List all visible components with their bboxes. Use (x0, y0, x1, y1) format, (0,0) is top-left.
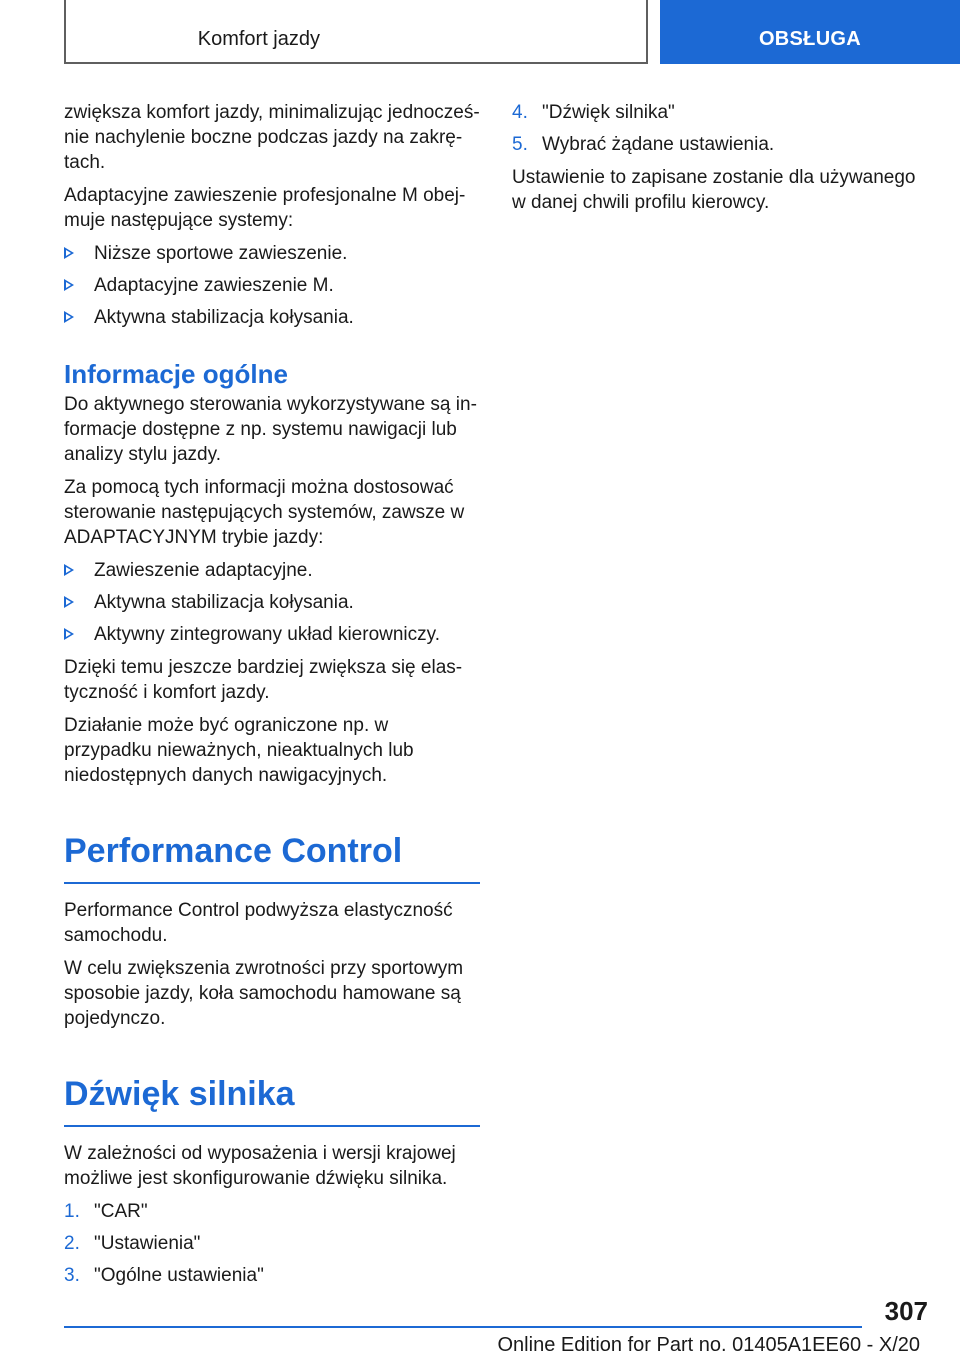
step-item (64, 1263, 480, 1288)
bullet-list (64, 558, 480, 647)
triangle-bullet-icon (64, 564, 74, 576)
list-item-text: Niższe sportowe zawieszenie. (94, 243, 348, 264)
step-number: 5. (512, 134, 528, 155)
paragraph: zwiększa komfort jazdy, minimalizując jednocześ- nie nachylenie boczne podczas jazdy na zakrę- tach. (64, 102, 480, 173)
paragraph: W celu zwiększenia zwrotności przy sportowym sposobie jazdy, koła samochodu hamowane są pojedynczo. (64, 958, 464, 1029)
step-number: 1. (64, 1201, 80, 1222)
step-text: "Ustawienia" (94, 1233, 201, 1254)
header-section-title: Komfort jazdy (197, 28, 320, 50)
triangle-bullet-icon (64, 279, 74, 291)
step-text: "Dźwięk silnika" (542, 102, 675, 123)
paragraph: Za pomocą tych informacji można dostosować sterowanie następujących systemów, zawsze w ADAPTACYJNYM trybie jazdy: (64, 477, 465, 548)
step-text: "CAR" (94, 1201, 148, 1222)
triangle-bullet-icon (64, 247, 74, 259)
list-item (64, 590, 480, 615)
step-text: Wybrać żądane ustawienia. (542, 134, 775, 155)
step-text: "Ogólne ustawienia" (94, 1265, 264, 1286)
step-item (512, 100, 922, 125)
subheading-general-info: Informacje ogólne (64, 359, 288, 389)
step-number: 4. (512, 102, 528, 123)
section-title-engine-sound: Dźwięk silnika (64, 1071, 480, 1127)
list-item-text: Aktywna stabilizacja kołysania. (94, 307, 354, 328)
header-box (64, 0, 648, 64)
numbered-steps (64, 1199, 480, 1288)
right-column (512, 100, 922, 223)
footer-divider (64, 1326, 862, 1328)
paragraph: Działanie może być ograniczone np. w przypadku nieważnych, nieaktualnych lub niedostępnych danych nawigacyjnych. (64, 715, 414, 786)
step-item (64, 1199, 480, 1224)
step-number: 2. (64, 1233, 80, 1254)
step-item (64, 1231, 480, 1256)
paragraph: Adaptacyjne zawieszenie profesjonalne M obej- muje następujące systemy: (64, 185, 466, 231)
list-item (64, 305, 480, 330)
list-item-text: Adaptacyjne zawieszenie M. (94, 275, 334, 296)
triangle-bullet-icon (64, 311, 74, 323)
left-column (64, 100, 480, 1296)
step-number: 3. (64, 1265, 80, 1286)
bullet-list (64, 241, 480, 330)
footer-edition-text: Online Edition for Part no. 01405A1EE60 - X/20 (497, 1334, 920, 1356)
list-item-text: Aktywny zintegrowany układ kierowniczy. (94, 624, 441, 645)
list-item-text: Zawieszenie adaptacyjne. (94, 560, 313, 581)
paragraph: W zależności od wyposażenia i wersji krajowej możliwe jest skonfigurowanie dźwięku silnika. (64, 1143, 456, 1189)
list-item (64, 273, 480, 298)
list-item (64, 622, 480, 647)
triangle-bullet-icon (64, 628, 74, 640)
step-item (512, 132, 922, 157)
triangle-bullet-icon (64, 596, 74, 608)
list-item (64, 241, 480, 266)
page-number: 307 (884, 1296, 928, 1326)
paragraph: Performance Control podwyższa elastyczność samochodu. (64, 900, 453, 946)
section-title-performance-control: Performance Control (64, 828, 480, 884)
list-item-text: Aktywna stabilizacja kołysania. (94, 592, 354, 613)
numbered-steps (512, 100, 922, 157)
header-chapter-tab: OBSŁUGA (660, 0, 960, 64)
paragraph: Ustawienie to zapisane zostanie dla używanego w danej chwili profilu kierowcy. (512, 167, 916, 213)
list-item (64, 558, 480, 583)
paragraph: Dzięki temu jeszcze bardziej zwiększa się elas- tyczność i komfort jazdy. (64, 657, 463, 703)
paragraph: Do aktywnego sterowania wykorzystywane są in- formacje dostępne z np. systemu nawigacji lub analizy stylu jazdy. (64, 394, 477, 465)
